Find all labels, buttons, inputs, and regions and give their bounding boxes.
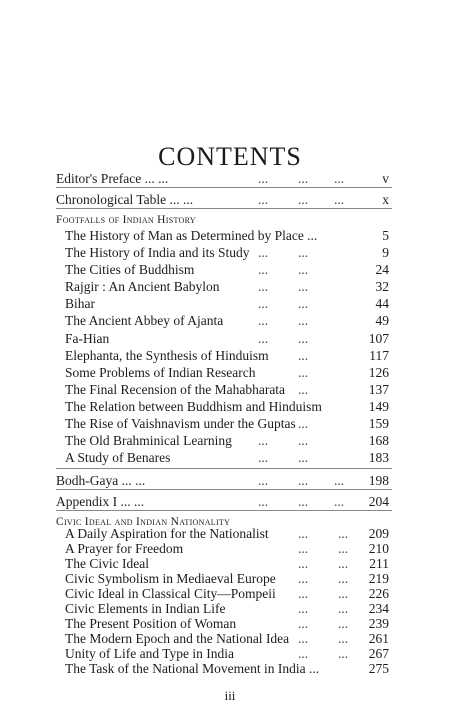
toc-entry — [0, 415, 460, 433]
entry-page-number: 24 — [375, 262, 389, 277]
toc-entry-chronological-table — [0, 191, 460, 209]
entry-title: Unity of Life and Type in India — [65, 646, 235, 661]
entry-page-number: 204 — [368, 494, 389, 509]
entry-page-number: 5 — [382, 228, 389, 243]
dot-leader: ... — [258, 279, 269, 294]
toc-entry — [0, 330, 460, 348]
entry-page-number: x — [382, 192, 389, 207]
entry-page-number: v — [382, 171, 389, 186]
dot-leader: ... — [338, 541, 349, 556]
entry-page-number: 261 — [368, 631, 389, 646]
entry-title: Elephanta, the Synthesis of Hinduism — [65, 348, 269, 363]
dot-leader: ... — [338, 601, 349, 616]
entry-page-number: 234 — [368, 601, 389, 616]
entry-title: The Cities of Buddhism — [65, 262, 195, 277]
toc-entry-editors-preface — [0, 170, 460, 188]
dot-leader: ... — [298, 382, 309, 397]
section-divider — [56, 187, 392, 188]
entry-title: The Final Recension of the Mahabharata — [65, 382, 286, 397]
entry-title: The Task of the National Movement in India ... — [65, 661, 320, 676]
section-divider — [56, 489, 392, 490]
entry-page-number: 32 — [375, 279, 389, 294]
entry-page-number: 168 — [368, 433, 389, 448]
toc-entry — [0, 227, 460, 245]
entry-title: Civic Elements in Indian Life — [65, 601, 226, 616]
entry-title: The Old Brahminical Learning — [65, 433, 232, 448]
dot-leader: ... — [258, 296, 269, 311]
dot-leader: ... — [298, 541, 309, 556]
entry-page-number: 219 — [368, 571, 389, 586]
toc-entry — [0, 398, 460, 416]
dot-leader: ... — [298, 494, 309, 509]
dot-leader: ... — [298, 526, 309, 541]
section-heading: Civic Ideal and Indian Nationality — [56, 516, 231, 528]
dot-leader: ... — [298, 556, 309, 571]
entry-title: Editor's Preface ... ... — [56, 171, 169, 186]
dot-leader: ... — [298, 601, 309, 616]
entry-page-number: 159 — [368, 416, 389, 431]
dot-leader: ... — [298, 646, 309, 661]
dot-leader: ... — [334, 192, 345, 207]
toc-entry-bodh-gaya — [0, 472, 460, 490]
dot-leader: ... — [298, 450, 309, 465]
section-heading: Footfalls of Indian History — [56, 214, 196, 226]
dot-leader: ... — [258, 313, 269, 328]
toc-entry-appendix-i — [0, 493, 460, 511]
entry-title: Civic Symbolism in Mediaeval Europe — [65, 571, 276, 586]
entry-title: Chronological Table ... ... — [56, 192, 194, 207]
toc-entry — [0, 364, 460, 382]
dot-leader: ... — [334, 171, 345, 186]
dot-leader: ... — [338, 526, 349, 541]
dot-leader: ... — [338, 586, 349, 601]
entry-title: The Civic Ideal — [65, 556, 149, 571]
entry-page-number: 107 — [368, 331, 389, 346]
entry-title: The Ancient Abbey of Ajanta — [65, 313, 224, 328]
entry-title: Fa-Hian — [65, 331, 110, 346]
dot-leader: ... — [258, 171, 269, 186]
entry-title: Bihar — [65, 296, 95, 311]
dot-leader: ... — [298, 631, 309, 646]
dot-leader: ... — [298, 245, 309, 260]
toc-entry — [0, 244, 460, 262]
toc-entry — [0, 432, 460, 450]
entry-page-number: 211 — [369, 556, 389, 571]
page-number: iii — [224, 688, 236, 703]
toc-entry — [0, 347, 460, 365]
dot-leader: ... — [338, 631, 349, 646]
dot-leader: ... — [258, 494, 269, 509]
entry-title: The Rise of Vaishnavism under the Guptas — [65, 416, 296, 431]
dot-leader: ... — [298, 279, 309, 294]
entry-page-number: 117 — [369, 348, 389, 363]
dot-leader: ... — [298, 571, 309, 586]
dot-leader: ... — [298, 433, 309, 448]
dot-leader: ... — [298, 365, 309, 380]
toc-entry — [0, 261, 460, 279]
entry-page-number: 137 — [368, 382, 389, 397]
dot-leader: ... — [338, 616, 349, 631]
entry-page-number: 44 — [375, 296, 389, 311]
entry-title: Some Problems of Indian Research — [65, 365, 256, 380]
dot-leader: ... — [258, 473, 269, 488]
entry-title: The Present Position of Woman — [65, 616, 237, 631]
dot-leader: ... — [298, 586, 309, 601]
entry-title: Civic Ideal in Classical City—Pompeii — [65, 586, 276, 601]
dot-leader: ... — [298, 192, 309, 207]
toc-entry — [0, 449, 460, 467]
entry-page-number: 210 — [368, 541, 389, 556]
entry-page-number: 9 — [382, 245, 389, 260]
dot-leader: ... — [258, 433, 269, 448]
entry-page-number: 149 — [368, 399, 389, 414]
entry-page-number: 239 — [368, 616, 389, 631]
dot-leader: ... — [258, 192, 269, 207]
dot-leader: ... — [298, 262, 309, 277]
page-title: CONTENTS — [158, 142, 302, 172]
dot-leader: ... — [298, 171, 309, 186]
dot-leader: ... — [338, 646, 349, 661]
entry-page-number: 267 — [368, 646, 389, 661]
dot-leader: ... — [298, 296, 309, 311]
dot-leader: ... — [258, 331, 269, 346]
dot-leader: ... — [298, 416, 309, 431]
entry-title: The History of Man as Determined by Place ... — [65, 228, 318, 243]
toc-entry — [0, 278, 460, 296]
entry-title: The Relation between Buddhism and Hinduism — [65, 399, 322, 414]
dot-leader: ... — [298, 473, 309, 488]
dot-leader: ... — [298, 348, 309, 363]
entry-page-number: 126 — [368, 365, 389, 380]
dot-leader: ... — [258, 262, 269, 277]
dot-leader: ... — [298, 616, 309, 631]
dot-leader: ... — [298, 331, 309, 346]
entry-page-number: 49 — [375, 313, 389, 328]
section-divider — [56, 208, 392, 209]
toc-entry — [0, 381, 460, 399]
entry-title: A Prayer for Freedom — [65, 541, 184, 556]
entry-page-number: 209 — [368, 526, 389, 541]
toc-entry — [0, 312, 460, 330]
entry-page-number: 183 — [368, 450, 389, 465]
dot-leader: ... — [338, 571, 349, 586]
toc-entry — [0, 295, 460, 313]
entry-title: The Modern Epoch and the National Idea — [65, 631, 290, 646]
dot-leader: ... — [258, 245, 269, 260]
dot-leader: ... — [298, 313, 309, 328]
entry-title: Bodh-Gaya ... ... — [56, 473, 146, 488]
dot-leader: ... — [258, 450, 269, 465]
entry-page-number: 275 — [368, 661, 389, 676]
dot-leader: ... — [334, 494, 345, 509]
entry-title: A Daily Aspiration for the Nationalist — [65, 526, 269, 541]
dot-leader: ... — [334, 473, 345, 488]
entry-title: Appendix I ... ... — [56, 494, 145, 509]
entry-title: The History of India and its Study — [65, 245, 250, 260]
entry-page-number: 226 — [368, 586, 389, 601]
dot-leader: ... — [338, 556, 349, 571]
entry-page-number: 198 — [368, 473, 389, 488]
section-divider — [56, 468, 392, 469]
section-divider — [56, 510, 392, 511]
entry-title: A Study of Benares — [65, 450, 171, 465]
entry-title: Rajgir : An Ancient Babylon — [65, 279, 220, 294]
toc-entry — [0, 660, 460, 678]
